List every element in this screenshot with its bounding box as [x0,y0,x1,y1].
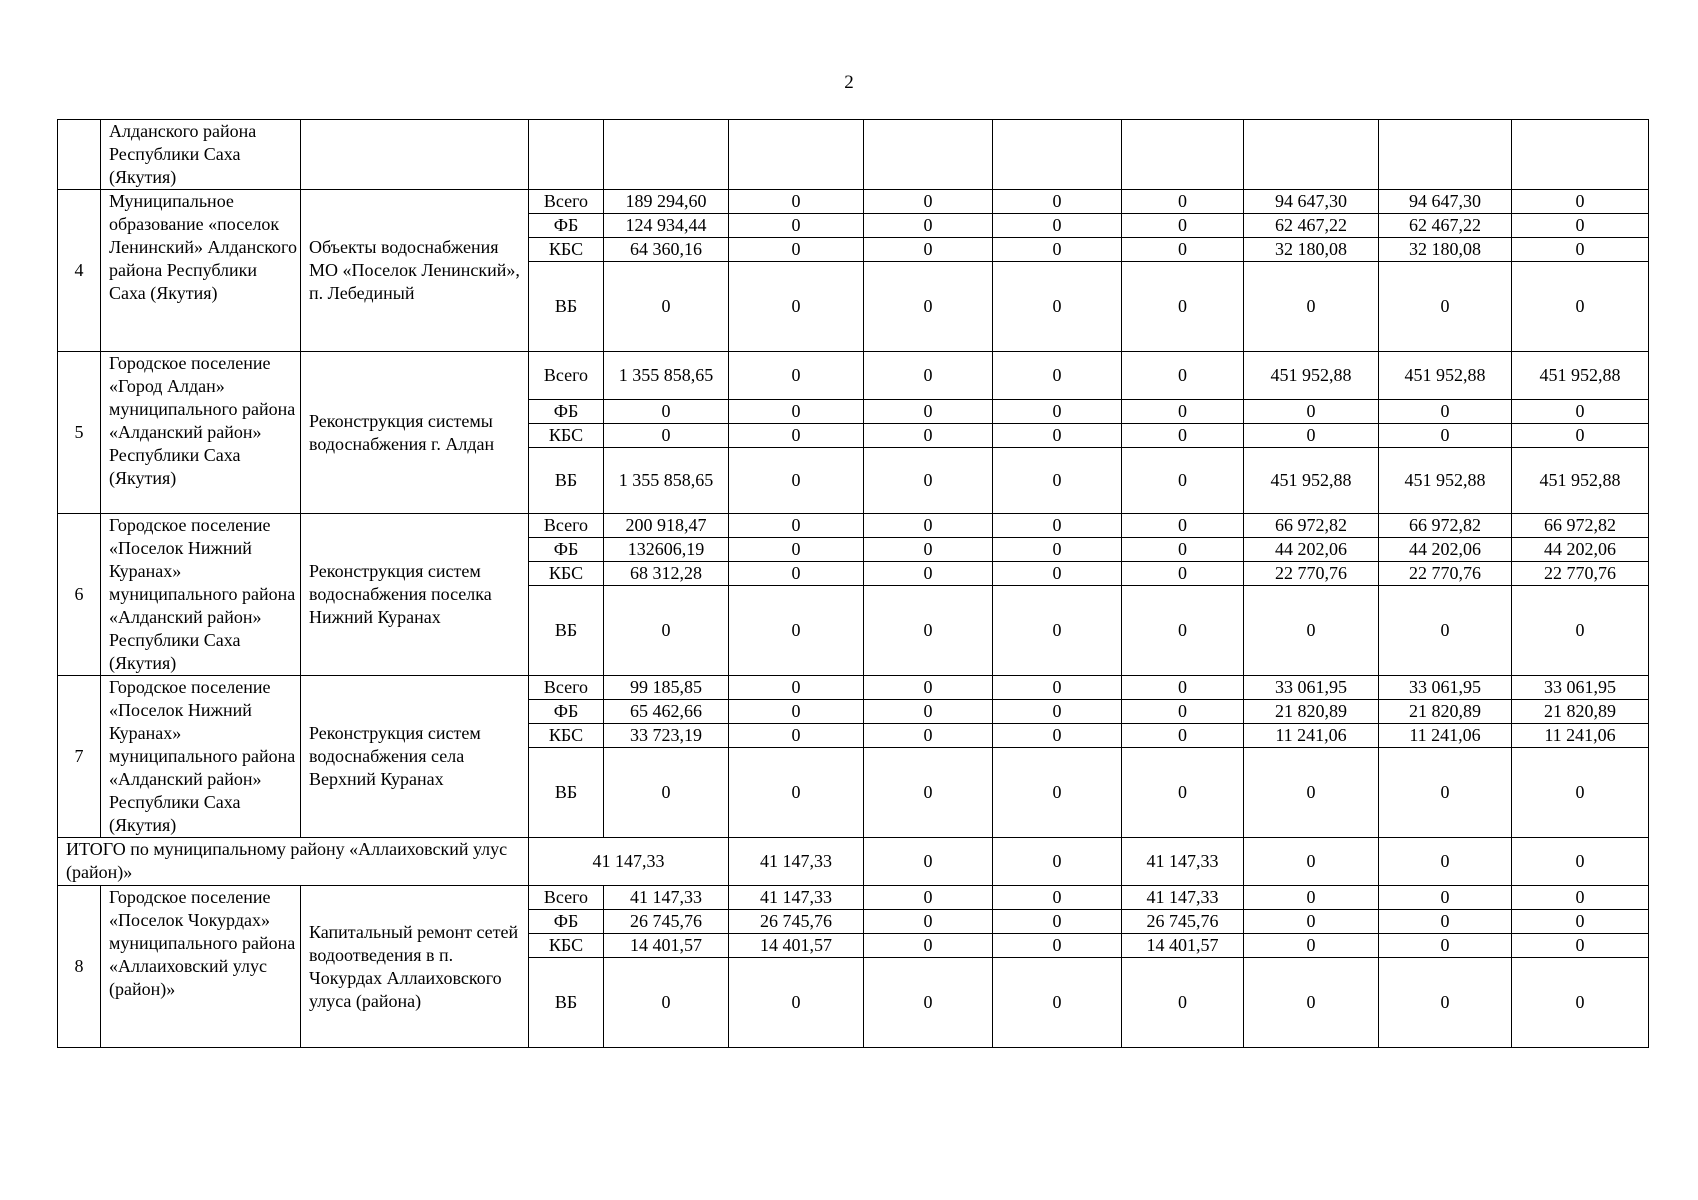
amount-cell: 0 [729,352,864,400]
table-row [58,514,1649,538]
amount-cell: 0 [1244,958,1379,1048]
amount-cell: 0 [1122,538,1244,562]
amount-cell: 0 [1122,262,1244,352]
amount-cell: 0 [864,238,993,262]
amount-cell: 0 [993,724,1122,748]
amount-cell: 33 061,95 [1244,676,1379,700]
funding-source: ВБ [529,748,604,838]
amount-cell: 0 [604,262,729,352]
amount-cell: 0 [1512,424,1649,448]
amount-cell: 0 [1122,214,1244,238]
amount-cell: 0 [864,886,993,910]
municipality-name: Городское поселение «Поселок Чокурдах» муниципального района «Аллаиховский улус (район)» [101,886,301,1048]
amount-cell: 0 [1244,400,1379,424]
table-row-continued [58,120,1649,190]
row-number: 8 [58,886,101,1048]
amount-cell: 32 180,08 [1244,238,1379,262]
municipality-name: Муниципальное образование «поселок Ленинский» Алданского района Республики Саха (Якутия) [101,190,301,352]
amount-cell: 0 [1122,586,1244,676]
amount-cell: 0 [993,400,1122,424]
amount-cell: 451 952,88 [1512,352,1649,400]
amount-cell: 0 [1512,838,1649,886]
amount-cell: 0 [604,958,729,1048]
amount-cell: 0 [993,424,1122,448]
amount-cell: 0 [864,400,993,424]
page-number: 2 [844,72,854,93]
amount-cell: 451 952,88 [1244,448,1379,514]
funding-source: ФБ [529,400,604,424]
table-row [58,676,1649,700]
amount-cell: 0 [864,538,993,562]
empty-cell [729,120,864,190]
amount-cell: 66 972,82 [1512,514,1649,538]
object-name: Реконструкция систем водоснабжения села Верхний Куранах [301,676,529,838]
object-name: Капитальный ремонт сетей водоотведения в п. Чокурдах Аллаиховского улуса (района) [301,886,529,1048]
amount-cell: 0 [1122,958,1244,1048]
table-row [58,352,1649,400]
amount-cell: 21 820,89 [1379,700,1512,724]
amount-cell: 0 [729,748,864,838]
amount-cell: 0 [1244,910,1379,934]
amount-cell: 0 [864,838,993,886]
amount-cell: 0 [1379,838,1512,886]
amount-cell: 0 [864,910,993,934]
amount-cell: 14 401,57 [1122,934,1244,958]
amount-cell: 41 147,33 [604,886,729,910]
amount-cell: 0 [729,424,864,448]
object-name: Реконструкция системы водоснабжения г. Алдан [301,352,529,514]
amount-cell: 62 467,22 [1244,214,1379,238]
amount-cell: 0 [1379,934,1512,958]
empty-cell [301,120,529,190]
amount-cell: 0 [604,400,729,424]
amount-cell: 0 [1512,238,1649,262]
amount-cell: 0 [1379,886,1512,910]
amount-cell: 0 [1122,190,1244,214]
amount-cell: 0 [729,238,864,262]
amount-cell: 0 [1122,724,1244,748]
amount-cell: 0 [729,190,864,214]
amount-cell: 0 [1512,190,1649,214]
amount-cell: 124 934,44 [604,214,729,238]
amount-cell: 0 [993,958,1122,1048]
amount-cell: 41 147,33 [529,838,729,886]
funding-source: Всего [529,676,604,700]
funding-source: КБС [529,238,604,262]
amount-cell: 0 [993,262,1122,352]
amount-cell: 14 401,57 [729,934,864,958]
amount-cell: 0 [993,352,1122,400]
amount-cell: 0 [1122,562,1244,586]
total-row [58,838,1649,886]
amount-cell: 41 147,33 [1122,838,1244,886]
amount-cell: 0 [729,400,864,424]
amount-cell: 0 [1122,424,1244,448]
amount-cell: 21 820,89 [1512,700,1649,724]
empty-cell [1244,120,1379,190]
amount-cell: 0 [864,352,993,400]
funding-table [57,119,1649,1048]
funding-source: ФБ [529,700,604,724]
funding-source: ВБ [529,586,604,676]
amount-cell: 0 [1379,424,1512,448]
row-number: 6 [58,514,101,676]
municipality-name: Городское поселение «Город Алдан» муниципального района «Алданский район» Республики Саха (Якутия) [101,352,301,514]
amount-cell: 0 [993,676,1122,700]
amount-cell: 22 770,76 [1244,562,1379,586]
amount-cell: 99 185,85 [604,676,729,700]
amount-cell: 189 294,60 [604,190,729,214]
funding-source: Всего [529,190,604,214]
amount-cell: 0 [1244,262,1379,352]
amount-cell: 32 180,08 [1379,238,1512,262]
amount-cell: 0 [993,934,1122,958]
funding-source: ВБ [529,958,604,1048]
amount-cell: 33 061,95 [1512,676,1649,700]
amount-cell: 66 972,82 [1244,514,1379,538]
amount-cell: 0 [864,514,993,538]
funding-source: Всего [529,886,604,910]
amount-cell: 0 [864,214,993,238]
amount-cell: 0 [1244,934,1379,958]
amount-cell: 0 [864,724,993,748]
amount-cell: 0 [993,748,1122,838]
amount-cell: 0 [1512,958,1649,1048]
row-number-cell [58,120,101,190]
amount-cell: 0 [1379,262,1512,352]
amount-cell: 0 [993,838,1122,886]
amount-cell: 0 [1122,400,1244,424]
amount-cell: 0 [993,538,1122,562]
object-name: Объекты водоснабжения МО «Поселок Ленинский», п. Лебединый [301,190,529,352]
amount-cell: 0 [604,748,729,838]
amount-cell: 0 [864,262,993,352]
funding-source: КБС [529,724,604,748]
amount-cell: 0 [993,586,1122,676]
amount-cell: 0 [729,700,864,724]
amount-cell: 22 770,76 [1379,562,1512,586]
amount-cell: 0 [1244,748,1379,838]
amount-cell: 0 [1122,238,1244,262]
amount-cell: 0 [993,448,1122,514]
amount-cell: 0 [729,958,864,1048]
amount-cell: 0 [1244,886,1379,910]
funding-source: Всего [529,352,604,400]
amount-cell: 451 952,88 [1244,352,1379,400]
amount-cell: 66 972,82 [1379,514,1512,538]
amount-cell: 62 467,22 [1379,214,1512,238]
amount-cell: 0 [1512,400,1649,424]
amount-cell: 0 [864,934,993,958]
funding-source: Всего [529,514,604,538]
amount-cell: 44 202,06 [1379,538,1512,562]
amount-cell: 1 355 858,65 [604,352,729,400]
amount-cell: 0 [993,562,1122,586]
amount-cell: 21 820,89 [1244,700,1379,724]
amount-cell: 0 [729,262,864,352]
amount-cell: 65 462,66 [604,700,729,724]
funding-source: ФБ [529,214,604,238]
amount-cell: 0 [864,448,993,514]
amount-cell: 41 147,33 [729,838,864,886]
table-row [58,886,1649,910]
amount-cell: 0 [1122,700,1244,724]
amount-cell: 0 [1122,448,1244,514]
amount-cell: 0 [1244,586,1379,676]
amount-cell: 0 [864,676,993,700]
empty-cell [864,120,993,190]
amount-cell: 0 [1379,910,1512,934]
amount-cell: 132606,19 [604,538,729,562]
amount-cell: 0 [729,214,864,238]
amount-cell: 0 [729,448,864,514]
amount-cell: 94 647,30 [1244,190,1379,214]
amount-cell: 0 [993,700,1122,724]
amount-cell: 0 [1244,838,1379,886]
funding-source: ВБ [529,448,604,514]
amount-cell: 0 [864,562,993,586]
amount-cell: 0 [1122,352,1244,400]
amount-cell: 41 147,33 [1122,886,1244,910]
amount-cell: 0 [729,538,864,562]
amount-cell: 26 745,76 [604,910,729,934]
empty-cell [604,120,729,190]
amount-cell: 0 [729,514,864,538]
amount-cell: 0 [729,724,864,748]
amount-cell: 41 147,33 [729,886,864,910]
amount-cell: 0 [1379,748,1512,838]
amount-cell: 0 [1379,958,1512,1048]
amount-cell: 33 061,95 [1379,676,1512,700]
amount-cell: 0 [1244,424,1379,448]
amount-cell: 0 [1379,586,1512,676]
row-number: 7 [58,676,101,838]
amount-cell: 0 [1512,748,1649,838]
object-name: Реконструкция систем водоснабжения поселка Нижний Куранах [301,514,529,676]
empty-cell [529,120,604,190]
amount-cell: 451 952,88 [1512,448,1649,514]
amount-cell: 33 723,19 [604,724,729,748]
amount-cell: 11 241,06 [1379,724,1512,748]
amount-cell: 22 770,76 [1512,562,1649,586]
total-label: ИТОГО по муниципальному району «Аллаиховский улус (район)» [58,838,529,886]
amount-cell: 0 [1122,676,1244,700]
empty-cell [1512,120,1649,190]
row-number: 4 [58,190,101,352]
amount-cell: 0 [1512,586,1649,676]
amount-cell: 0 [1512,910,1649,934]
amount-cell: 0 [993,910,1122,934]
funding-source: ФБ [529,910,604,934]
municipality-name: Городское поселение «Поселок Нижний Куранах» муниципального района «Алданский район» Республики Саха (Якутия) [101,676,301,838]
amount-cell: 0 [729,562,864,586]
amount-cell: 0 [1122,748,1244,838]
amount-cell: 0 [993,214,1122,238]
amount-cell: 451 952,88 [1379,448,1512,514]
amount-cell: 0 [1512,262,1649,352]
amount-cell: 0 [729,586,864,676]
municipality-name: Алданского района Республики Саха (Якутия) [101,120,301,190]
amount-cell: 200 918,47 [604,514,729,538]
amount-cell: 0 [1512,886,1649,910]
amount-cell: 0 [729,676,864,700]
amount-cell: 64 360,16 [604,238,729,262]
municipality-name: Городское поселение «Поселок Нижний Куранах» муниципального района «Алданский район» Республики Саха (Якутия) [101,514,301,676]
amount-cell: 0 [1512,934,1649,958]
funding-source: КБС [529,562,604,586]
amount-cell: 26 745,76 [729,910,864,934]
amount-cell: 0 [864,190,993,214]
empty-cell [1379,120,1512,190]
amount-cell: 44 202,06 [1244,538,1379,562]
table-row [58,190,1649,214]
amount-cell: 0 [1512,214,1649,238]
amount-cell: 44 202,06 [1512,538,1649,562]
amount-cell: 0 [993,238,1122,262]
amount-cell: 0 [864,748,993,838]
amount-cell: 0 [993,514,1122,538]
amount-cell: 0 [993,886,1122,910]
amount-cell: 1 355 858,65 [604,448,729,514]
amount-cell: 451 952,88 [1379,352,1512,400]
amount-cell: 11 241,06 [1512,724,1649,748]
amount-cell: 68 312,28 [604,562,729,586]
funding-source: КБС [529,934,604,958]
amount-cell: 26 745,76 [1122,910,1244,934]
row-number: 5 [58,352,101,514]
amount-cell: 0 [604,424,729,448]
amount-cell: 0 [993,190,1122,214]
empty-cell [993,120,1122,190]
amount-cell: 11 241,06 [1244,724,1379,748]
amount-cell: 94 647,30 [1379,190,1512,214]
amount-cell: 0 [864,700,993,724]
funding-source: КБС [529,424,604,448]
amount-cell: 0 [1122,514,1244,538]
funding-source: ФБ [529,538,604,562]
funding-source: ВБ [529,262,604,352]
amount-cell: 0 [864,424,993,448]
amount-cell: 0 [864,958,993,1048]
amount-cell: 0 [1379,400,1512,424]
empty-cell [1122,120,1244,190]
amount-cell: 0 [604,586,729,676]
amount-cell: 0 [864,586,993,676]
amount-cell: 14 401,57 [604,934,729,958]
